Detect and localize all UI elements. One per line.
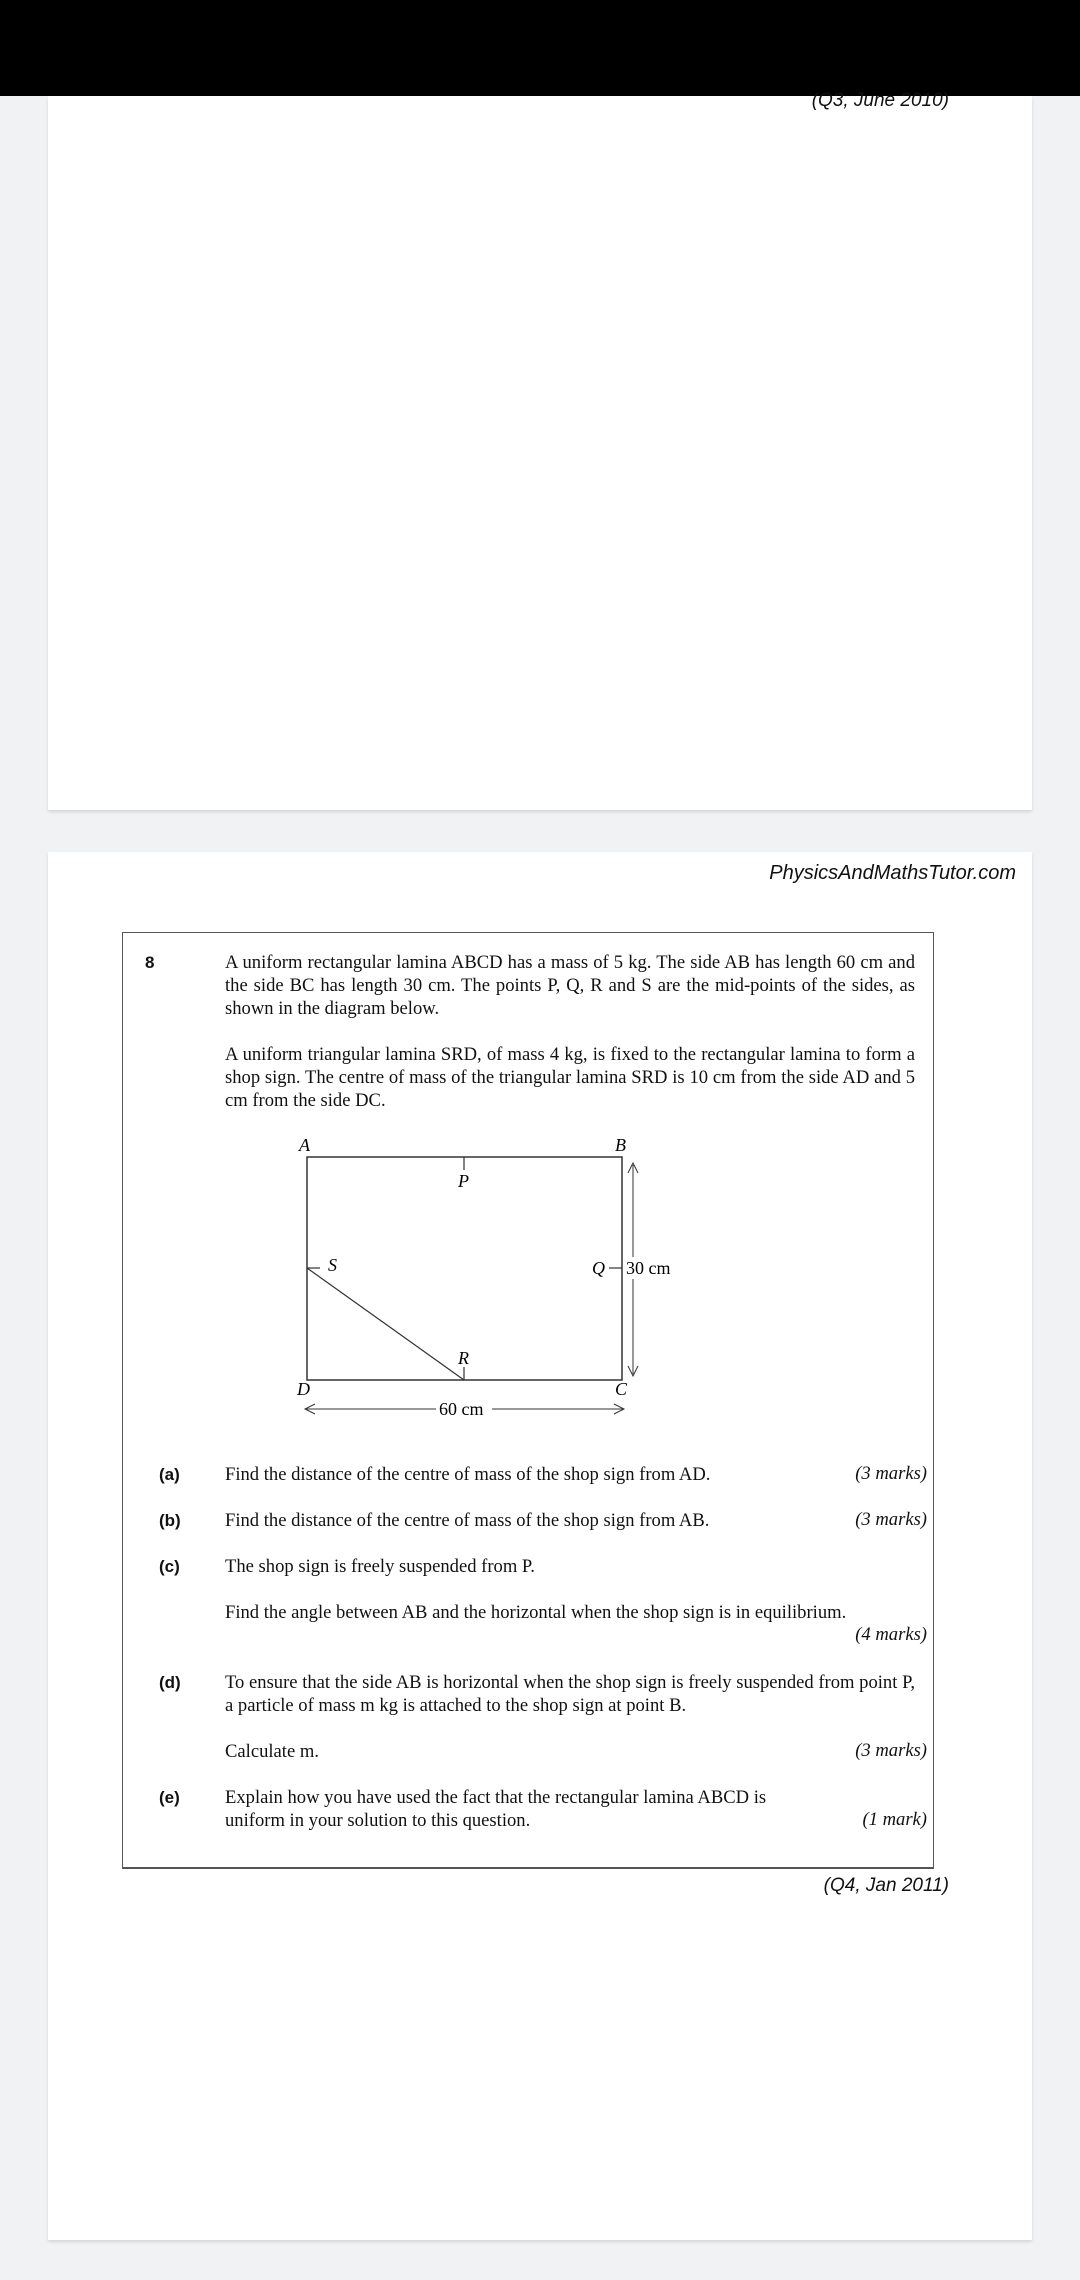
question-page xyxy=(48,852,1032,2240)
part-c-marks: (4 marks) xyxy=(855,1624,927,1645)
part-c-text-2: Find the angle between AB and the horizontal when the shop sign is in equilibrium. xyxy=(225,1602,847,1623)
part-d-text: To ensure that the side AB is horizontal when the shop sign is freely suspended from point P, a particle of mass m kg is attached to the shop sign at point B. xyxy=(225,1672,915,1716)
part-a-marks: (3 marks) xyxy=(855,1463,927,1484)
part-b-text: Find the distance of the centre of mass of the shop sign from AB. xyxy=(225,1510,710,1531)
part-d-marks: (3 marks) xyxy=(855,1740,927,1761)
label-b: B xyxy=(615,1135,626,1155)
triangle-edge-sr xyxy=(307,1268,464,1380)
intro-paragraph-2: A uniform triangular lamina SRD, of mass 4 kg, is fixed to the rectangular lamina to form a shop sign. The centre of mass of the triangular lamina SRD is 10 cm from the side AD and 5 cm from the side DC. xyxy=(225,1044,915,1111)
part-b-marks: (3 marks) xyxy=(855,1509,927,1530)
part-d-text-2: Calculate m. xyxy=(225,1741,319,1762)
question-number: 8 xyxy=(145,953,155,972)
width-label: 60 cm xyxy=(439,1399,484,1419)
top-status-bar xyxy=(0,0,1080,96)
intro-paragraph-1: A uniform rectangular lamina ABCD has a mass of 5 kg. The side AB has length 60 cm and the side BC has length 30 cm. The points P, Q, R and S are the mid-points of the sides, as shown in the diagram below. xyxy=(225,952,915,1019)
question-source-reference: (Q4, Jan 2011) xyxy=(823,1875,949,1896)
part-e-marks: (1 mark) xyxy=(862,1809,927,1830)
label-s: S xyxy=(328,1255,337,1275)
part-a-text: Find the distance of the centre of mass of the shop sign from AD. xyxy=(225,1464,711,1485)
label-r: R xyxy=(458,1348,469,1368)
label-c: C xyxy=(615,1379,628,1399)
lamina-diagram xyxy=(297,1135,703,1427)
part-c-label: (c) xyxy=(159,1557,180,1576)
part-b-label: (b) xyxy=(159,1511,181,1530)
question-box xyxy=(122,932,934,1869)
part-a-label: (a) xyxy=(159,1465,180,1484)
label-d: D xyxy=(297,1379,310,1399)
site-name: PhysicsAndMathsTutor.com xyxy=(769,862,1016,884)
label-q: Q xyxy=(592,1258,605,1278)
source-reference: (Q3, June 2010) xyxy=(811,90,949,111)
part-c-text: The shop sign is freely suspended from P. xyxy=(225,1556,535,1577)
part-e-text: Explain how you have used the fact that the rectangular lamina ABCD is uniform in your solution to this question. xyxy=(225,1787,767,1831)
label-a: A xyxy=(299,1135,310,1155)
height-label: 30 cm xyxy=(626,1258,671,1278)
part-e-label: (e) xyxy=(159,1788,180,1807)
previous-page xyxy=(48,90,1032,810)
label-p: P xyxy=(458,1171,469,1191)
part-d-label: (d) xyxy=(159,1673,181,1692)
